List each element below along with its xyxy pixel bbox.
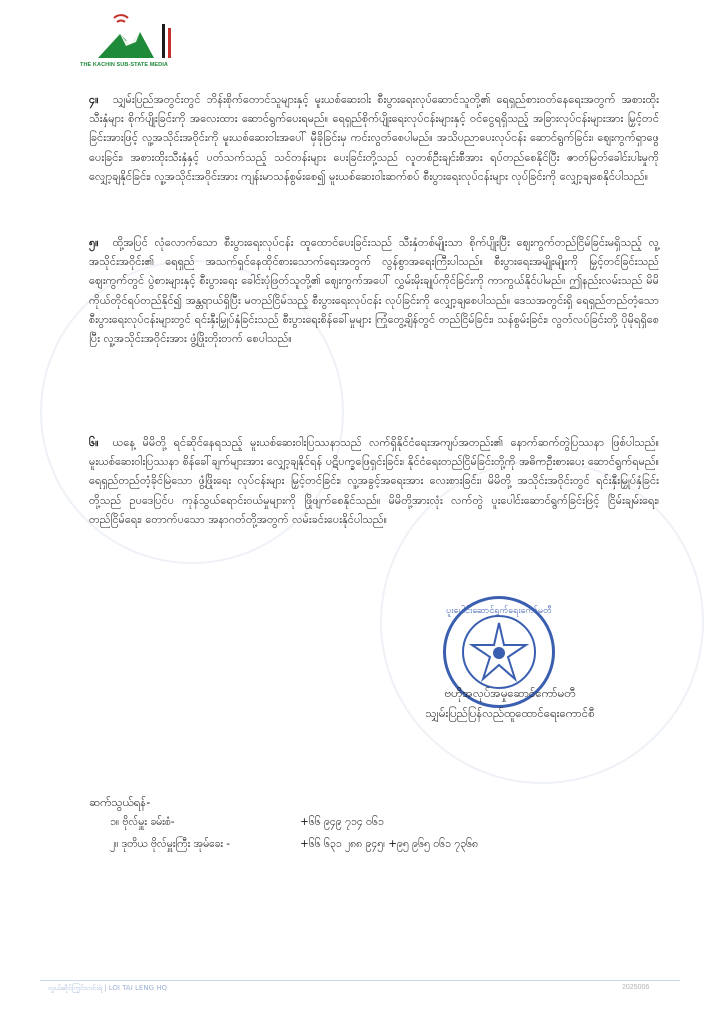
mountain-logo-icon [92,12,182,62]
paragraph-6 [89,433,659,529]
signature-line-1: ဗဟိုအလုပ်အမှုဆောင်ကော်မတီ [444,686,576,700]
logo-text: THE KACHIN SUB-STATE MEDIA [80,62,168,68]
contact-phone: +၆၆ ၆၃၁ ၂၈၈ ၉၄၅၊ +၉၅ ၉၆၅ ၀၆၁ ၇၃၆၈ [300,838,478,850]
paragraph-text: ထို့အပြင် လုံလောက်သော စီးပွားရေးလုပ်ငန်း ထူထောင်ပေးခြင်းသည် သီးနှံတစ်မျိုးသာ စိုက်ပျိုးပြီး ဈေးကွက်တည်ငြိမ်ခြင်းမရှိသည့် လူ့အသိုင်းအဝိုင်း၏ ရေရှည် အသက်ရှင်နေထိုင်စားသောက်ရေးအတွက် လွန်စွာအရေးကြီးပါသည်။ စီးပွားရေးအမျိုးမျိုးကို မြှင့်တင်ခြင်းသည် ဈေးကွက်တွင် ပွဲစားများနှင့် စီးပွားရေး ခေါင်းပုံဖြတ်သူတို့၏ ဈေးကွက်အပေါ် လွှမ်းမိုးချုပ်ကိုင်ခြင်းကို ကာကွယ်နိုင်ပါမည်။ ဤနည်းလမ်းသည် မိမိကိုယ်တိုင်ရပ်တည်နိုင်၍ အန္တရာယ်ရှိပြီး မတည်ငြိမ်သည့် စီးပွားရေးလုပ်ငန်း လုပ်ခြင်းကို လျှော့ချစေပါသည်။ ဒေသအတွင်းရှိ ရေရှည်တည်တံ့သော စီးပွားရေးလုပ်ငန်းများတွင် ရင်းနှီးမြှုပ်နှံခြင်းသည် စီးပွားရေးစိန်ခေါ်မှုများ ကြုံတွေ့ချိန်တွင် တည်ငြိမ်ခြင်း၊ သန်စွမ်းခြင်း၊ လွတ်လပ်ခြင်းတို့ ပိုမိုရရှိစေပြီး လူ့အသိုင်းအဝိုင်းအား ဖွံ့ဖြိုးတိုးတက် စေပါသည်။ [89,236,659,346]
contact-row [110,816,384,831]
paragraph-4 [89,90,659,186]
paragraph-text: သျှမ်းပြည်အတွင်းတွင် ဘိန်းစိုက်တောင်သူများနှင့် မူးယစ်ဆေးဝါး စီးပွားရေးလုပ်ဆောင်သူတို့၏ ရေရှည်စားဝတ်နေရေးအတွက် အစားထိုးသီးနှံများ စိုက်ပျိုးခြင်းကို အလေးထား ဆောင်ရွက်ပေးရမည်။ ရေရှည်စိုက်ပျိုးရေးလုပ်ငန်းများနှင့် ဝင်ငွေရရှိသည့် အခြားလုပ်ငန်းများအား မြှင့်တင်ခြင်းအားဖြင့် လူ့အသိုင်းအဝိုင်းကို မူးယစ်ဆေးဝါးအပေါ် မှီခိုခြင်းမှ ကင်းလွတ်စေပါမည်။ အသိပညာပေးလုပ်ငန်း ဆောင်ရွက်ခြင်း၊ ဈေးကွက်ရှာဖွေပေးခြင်း၊ အစားထိုးသီးနှံနှင့် ပတ်သက်သည့် သင်တန်းများ ပေးခြင်းတို့သည် လူတစ်ဦးချင်းစီအား ရပ်တည်စေနိုင်ပြီး ဇာတ်မြတ်ခေါင်းပါးမှုကို လျှော့ချနိုင်ခြင်း၊ လူ့အသိုင်းအဝိုင်းအား ကျန်းမာသန်စွမ်းစေ၍ မူးယစ်ဆေးဝါးဆက်စပ် စီးပွားရေးလုပ်ငန်းများ လုပ်ခြင်းကို လျှော့ချစေနိုင်ပါသည်။ [89,93,659,183]
seal-text: ပူးပေါင်းဆောင်ရွက်ရေးကော်မတီ [446,606,552,616]
contact-title: ဆက်သွယ်ရန်- [89,795,151,809]
contact-phone: +၆၆ ၉၄၉ ၇၁၄ ၀၆၁ [300,816,384,828]
paragraph-text: ယနေ့ မိမိတို့ ရင်ဆိုင်နေရသည့် မူးယစ်ဆေးဝါးပြဿနာသည် လက်ရှိနိုင်ငံရေးအကျပ်အတည်း၏ နောက်ဆက်တွဲပြဿနာ ဖြစ်ပါသည်။ မူးယစ်ဆေးဝါးပြဿနာ စိန်ခေါ်ချက်များအား လျှော့ချနိုင်ရန် ပဋိပက္ခဖြေရှင်းခြင်း၊ နိုင်ငံရေးတည်ငြိမ်ခြင်းတို့ကို အဓိကဦးစားပေး ဆောင်ရွက်ရမည်။ ရေရှည်တည်တံ့ခိုင်မြဲသော ဖွံ့ဖြိုးရေး လုပ်ငန်းများ မြှင့်တင်ခြင်း၊ လူ့အခွင့်အရေးအား လေးစားခြင်း၊ မိမိတို့ အသိုင်းအဝိုင်းတွင် ရင်းနှီးမြှုပ်နှံခြင်းတို့သည် ဥပဒေပြင်ပ ကုန်သွယ်ရောင်းဝယ်မှုများကို ဖြိုဖျက်စေနိုင်သည်။ မိမိတို့အားလုံး လက်တွဲ ပူးပေါင်းဆောင်ရွက်ခြင်းဖြင့် ငြိမ်းချမ်းရေး၊ တည်ငြိမ်ရေး၊ တောက်ပသော အနာဂတ်တို့အတွက် လမ်းခင်းပေးနိုင်ပါသည်။ [89,436,659,526]
contact-row [110,838,478,853]
paragraph-number: ၆။ [89,436,99,449]
seal-inner-ring [462,615,536,689]
contact-name: ၁။ ဗိုလ်မှူး ခမ်းစံ- [110,816,175,828]
signature-line-2: သျှမ်းပြည်ပြန်လည်ထူထောင်ရေးကောင်စီ [425,706,595,720]
contact-name: ၂။ ဒုတိယ ဗိုလ်မှူးကြီး အုမ်ခေး - [110,838,231,850]
star-emblem-icon [464,617,534,687]
paragraph-5 [89,233,659,348]
footer-right-text: 2025006 [622,984,650,991]
footer-divider [40,980,680,981]
paragraph-number: ၄။ [89,93,99,106]
logo [80,12,200,72]
footer-left-text: လွယ်ဆိုင်ကြွင်းလင်းရဲ | LOI TAI LENG HQ [48,984,167,992]
paragraph-number: ၅။ [89,236,99,249]
